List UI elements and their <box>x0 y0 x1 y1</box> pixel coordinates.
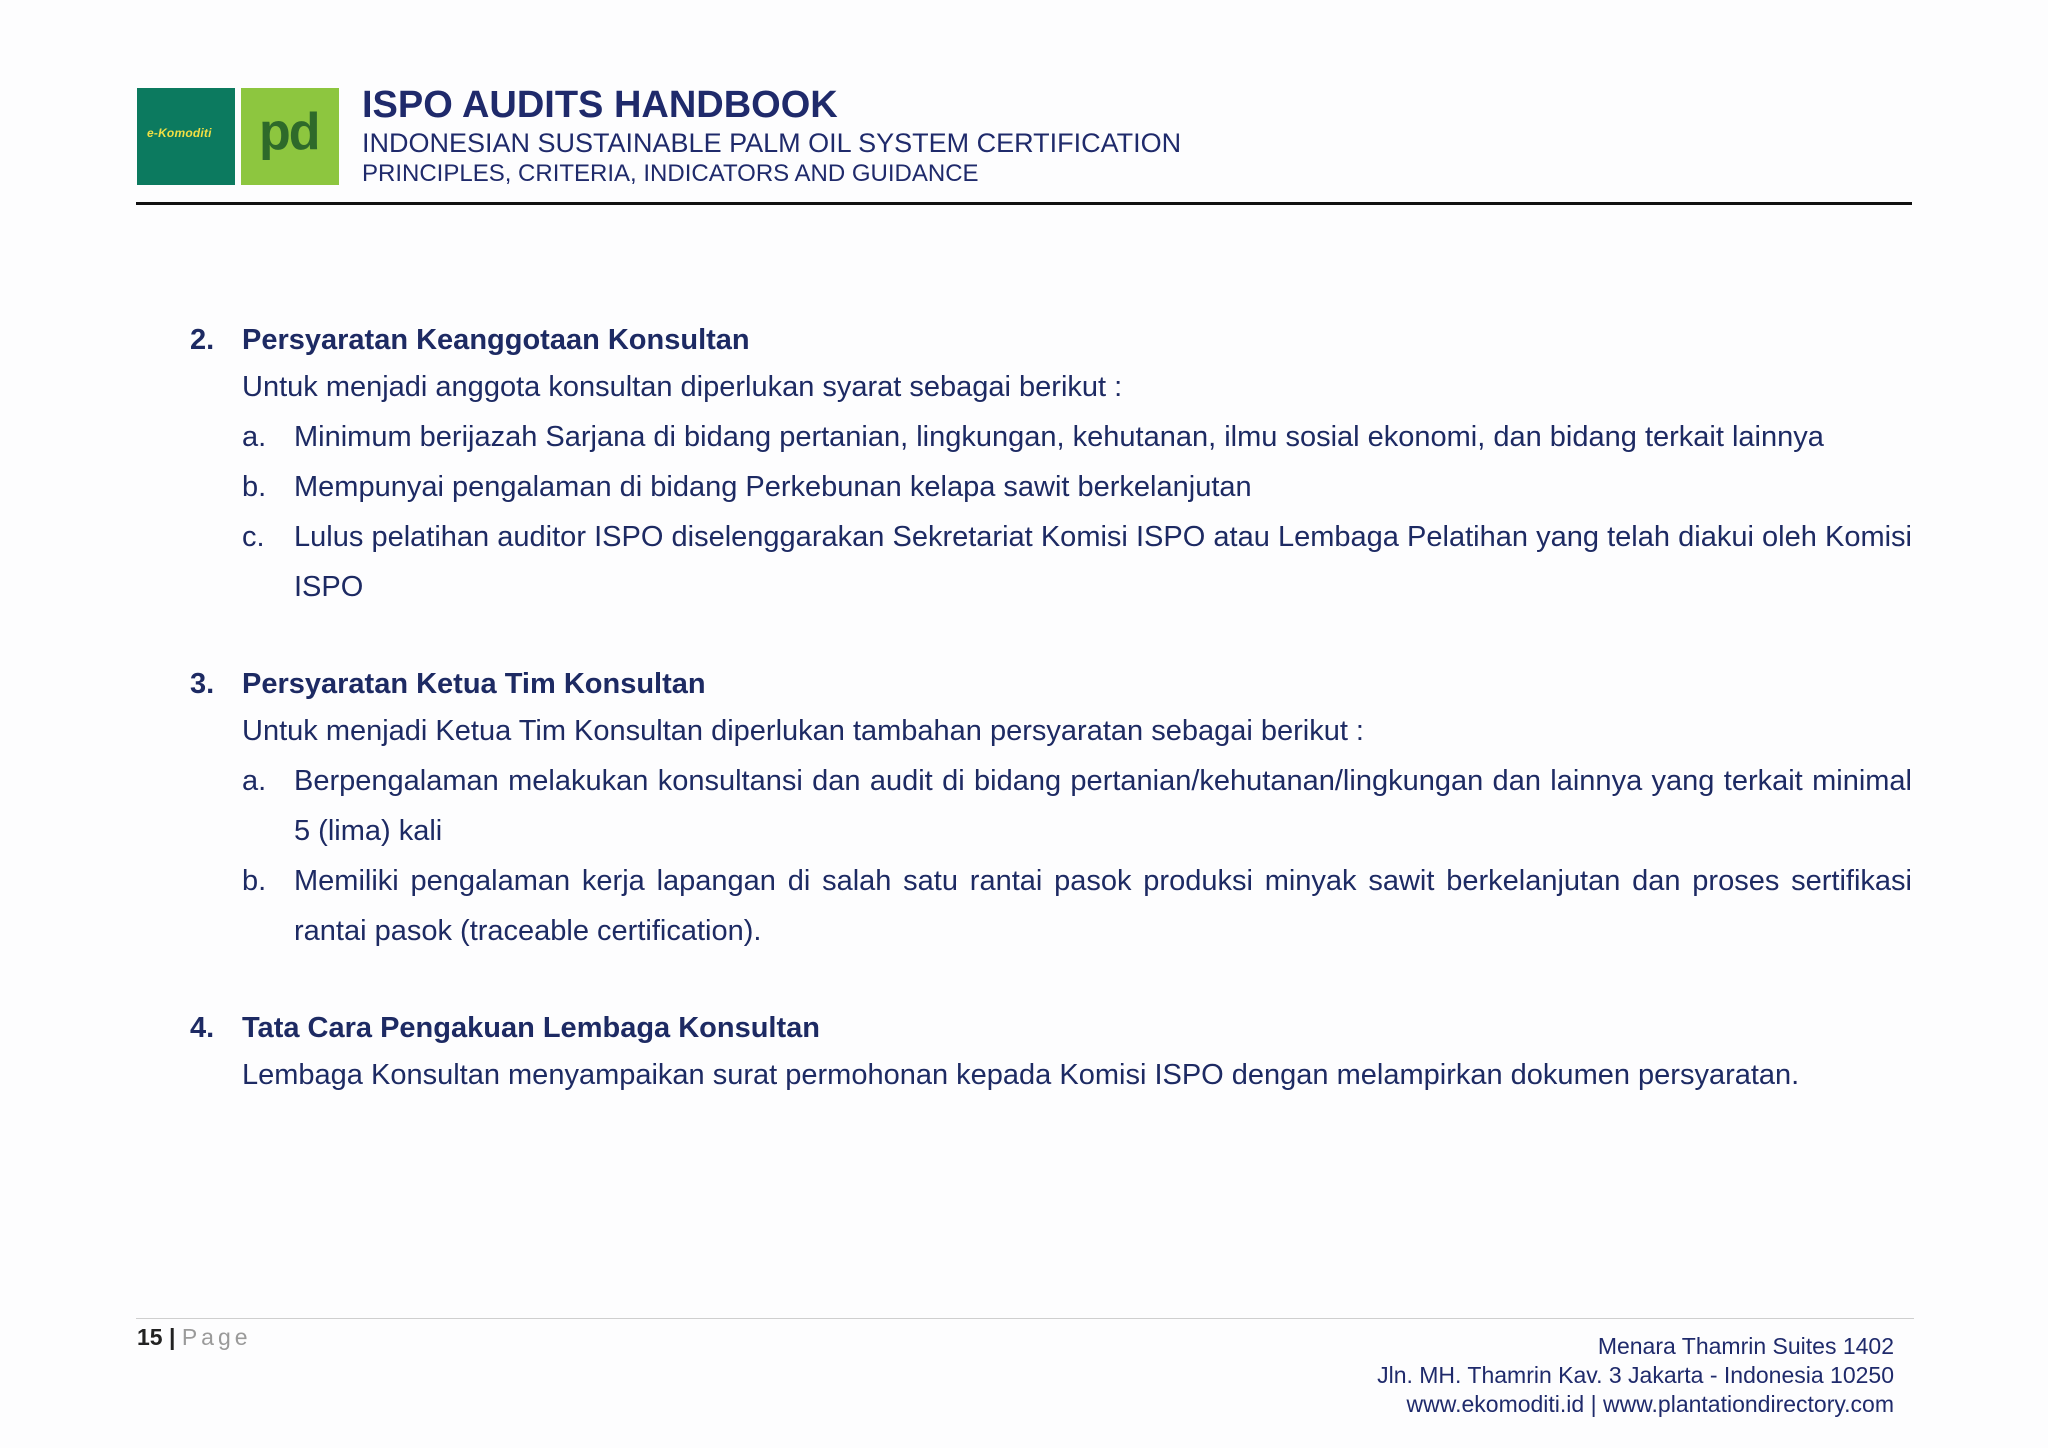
section-intro: Untuk menjadi anggota konsultan diperlukan syarat sebagai berikut : <box>242 371 1123 403</box>
section-heading <box>190 1006 1912 1050</box>
section-number: 4. <box>190 1012 215 1044</box>
page-content <box>190 318 1912 1150</box>
address-line: Menara Thamrin Suites 1402 <box>1597 1333 1894 1359</box>
list-item <box>242 756 1912 856</box>
ekomoditi-logo <box>137 88 235 185</box>
list-item-text: Lulus pelatihan auditor ISPO diselenggarakan Sekretariat Komisi ISPO atau Lembaga Pelatihan yang telah diakui oleh Komisi ISPO <box>294 521 1912 603</box>
section-number: 3. <box>190 668 215 700</box>
list-item-letter: b. <box>242 471 267 503</box>
list-item-text: Minimum berijazah Sarjana di bidang pertanian, lingkungan, kehutanan, ilmu sosial ekonomi, dan bidang terkait lainnya <box>294 421 1824 453</box>
document-subtitle-2: PRINCIPLES, CRITERIA, INDICATORS AND GUIDANCE <box>362 160 979 187</box>
section-heading <box>190 318 1912 362</box>
list-item-text: Memiliki pengalaman kerja lapangan di salah satu rantai pasok produksi minyak sawit berkelanjutan dan proses sertifikasi rantai pasok (traceable certification). <box>294 865 1912 947</box>
page-number-value: 15 <box>137 1324 163 1350</box>
page-label: Page <box>181 1324 252 1350</box>
list-item-letter: b. <box>242 865 267 897</box>
section-title: Persyaratan Keanggotaan Konsultan <box>242 324 750 356</box>
section-intro: Untuk menjadi Ketua Tim Konsultan diperlukan tambahan persyaratan sebagai berikut : <box>242 715 1364 747</box>
list-item <box>242 462 1912 512</box>
section-heading <box>190 662 1912 706</box>
list-item <box>242 412 1912 462</box>
pd-logo-text: pd <box>259 103 319 161</box>
page-number-separator: | <box>168 1324 176 1350</box>
section-2 <box>190 318 1912 612</box>
pd-logo <box>241 88 339 185</box>
section-paragraph: Lembaga Konsultan menyampaikan surat permohonan kepada Komisi ISPO dengan melampirkan dokumen persyaratan. <box>242 1059 1800 1091</box>
list-item <box>242 512 1912 612</box>
document-title: ISPO AUDITS HANDBOOK <box>362 84 838 126</box>
page-number <box>137 1324 252 1351</box>
section-3 <box>190 662 1912 956</box>
list-item-text: Mempunyai pengalaman di bidang Perkebunan kelapa sawit berkelanjutan <box>294 471 1252 503</box>
footer-address <box>1377 1332 1894 1419</box>
address-line: Jln. MH. Thamrin Kav. 3 Jakarta - Indonesia 10250 <box>1377 1362 1894 1388</box>
footer-divider <box>136 1318 1914 1319</box>
section-title: Tata Cara Pengakuan Lembaga Konsultan <box>242 1012 820 1044</box>
list-item-text: Berpengalaman melakukan konsultansi dan audit di bidang pertanian/kehutanan/lingkungan dan lainnya yang terkait minimal 5 (lima) kali <box>294 765 1912 847</box>
header-divider <box>136 202 1912 205</box>
ekomoditi-logo-text: e-Komoditi <box>147 126 212 140</box>
section-4 <box>190 1006 1912 1100</box>
document-subtitle-1: INDONESIAN SUSTAINABLE PALM OIL SYSTEM CERTIFICATION <box>362 128 1182 158</box>
list-item-letter: c. <box>242 521 265 553</box>
list-item-letter: a. <box>242 421 267 453</box>
list-item <box>242 856 1912 956</box>
section-title: Persyaratan Ketua Tim Konsultan <box>242 668 706 700</box>
section-number: 2. <box>190 324 215 356</box>
address-line: www.ekomoditi.id | www.plantationdirectory.com <box>1406 1391 1894 1417</box>
list-item-letter: a. <box>242 765 267 797</box>
